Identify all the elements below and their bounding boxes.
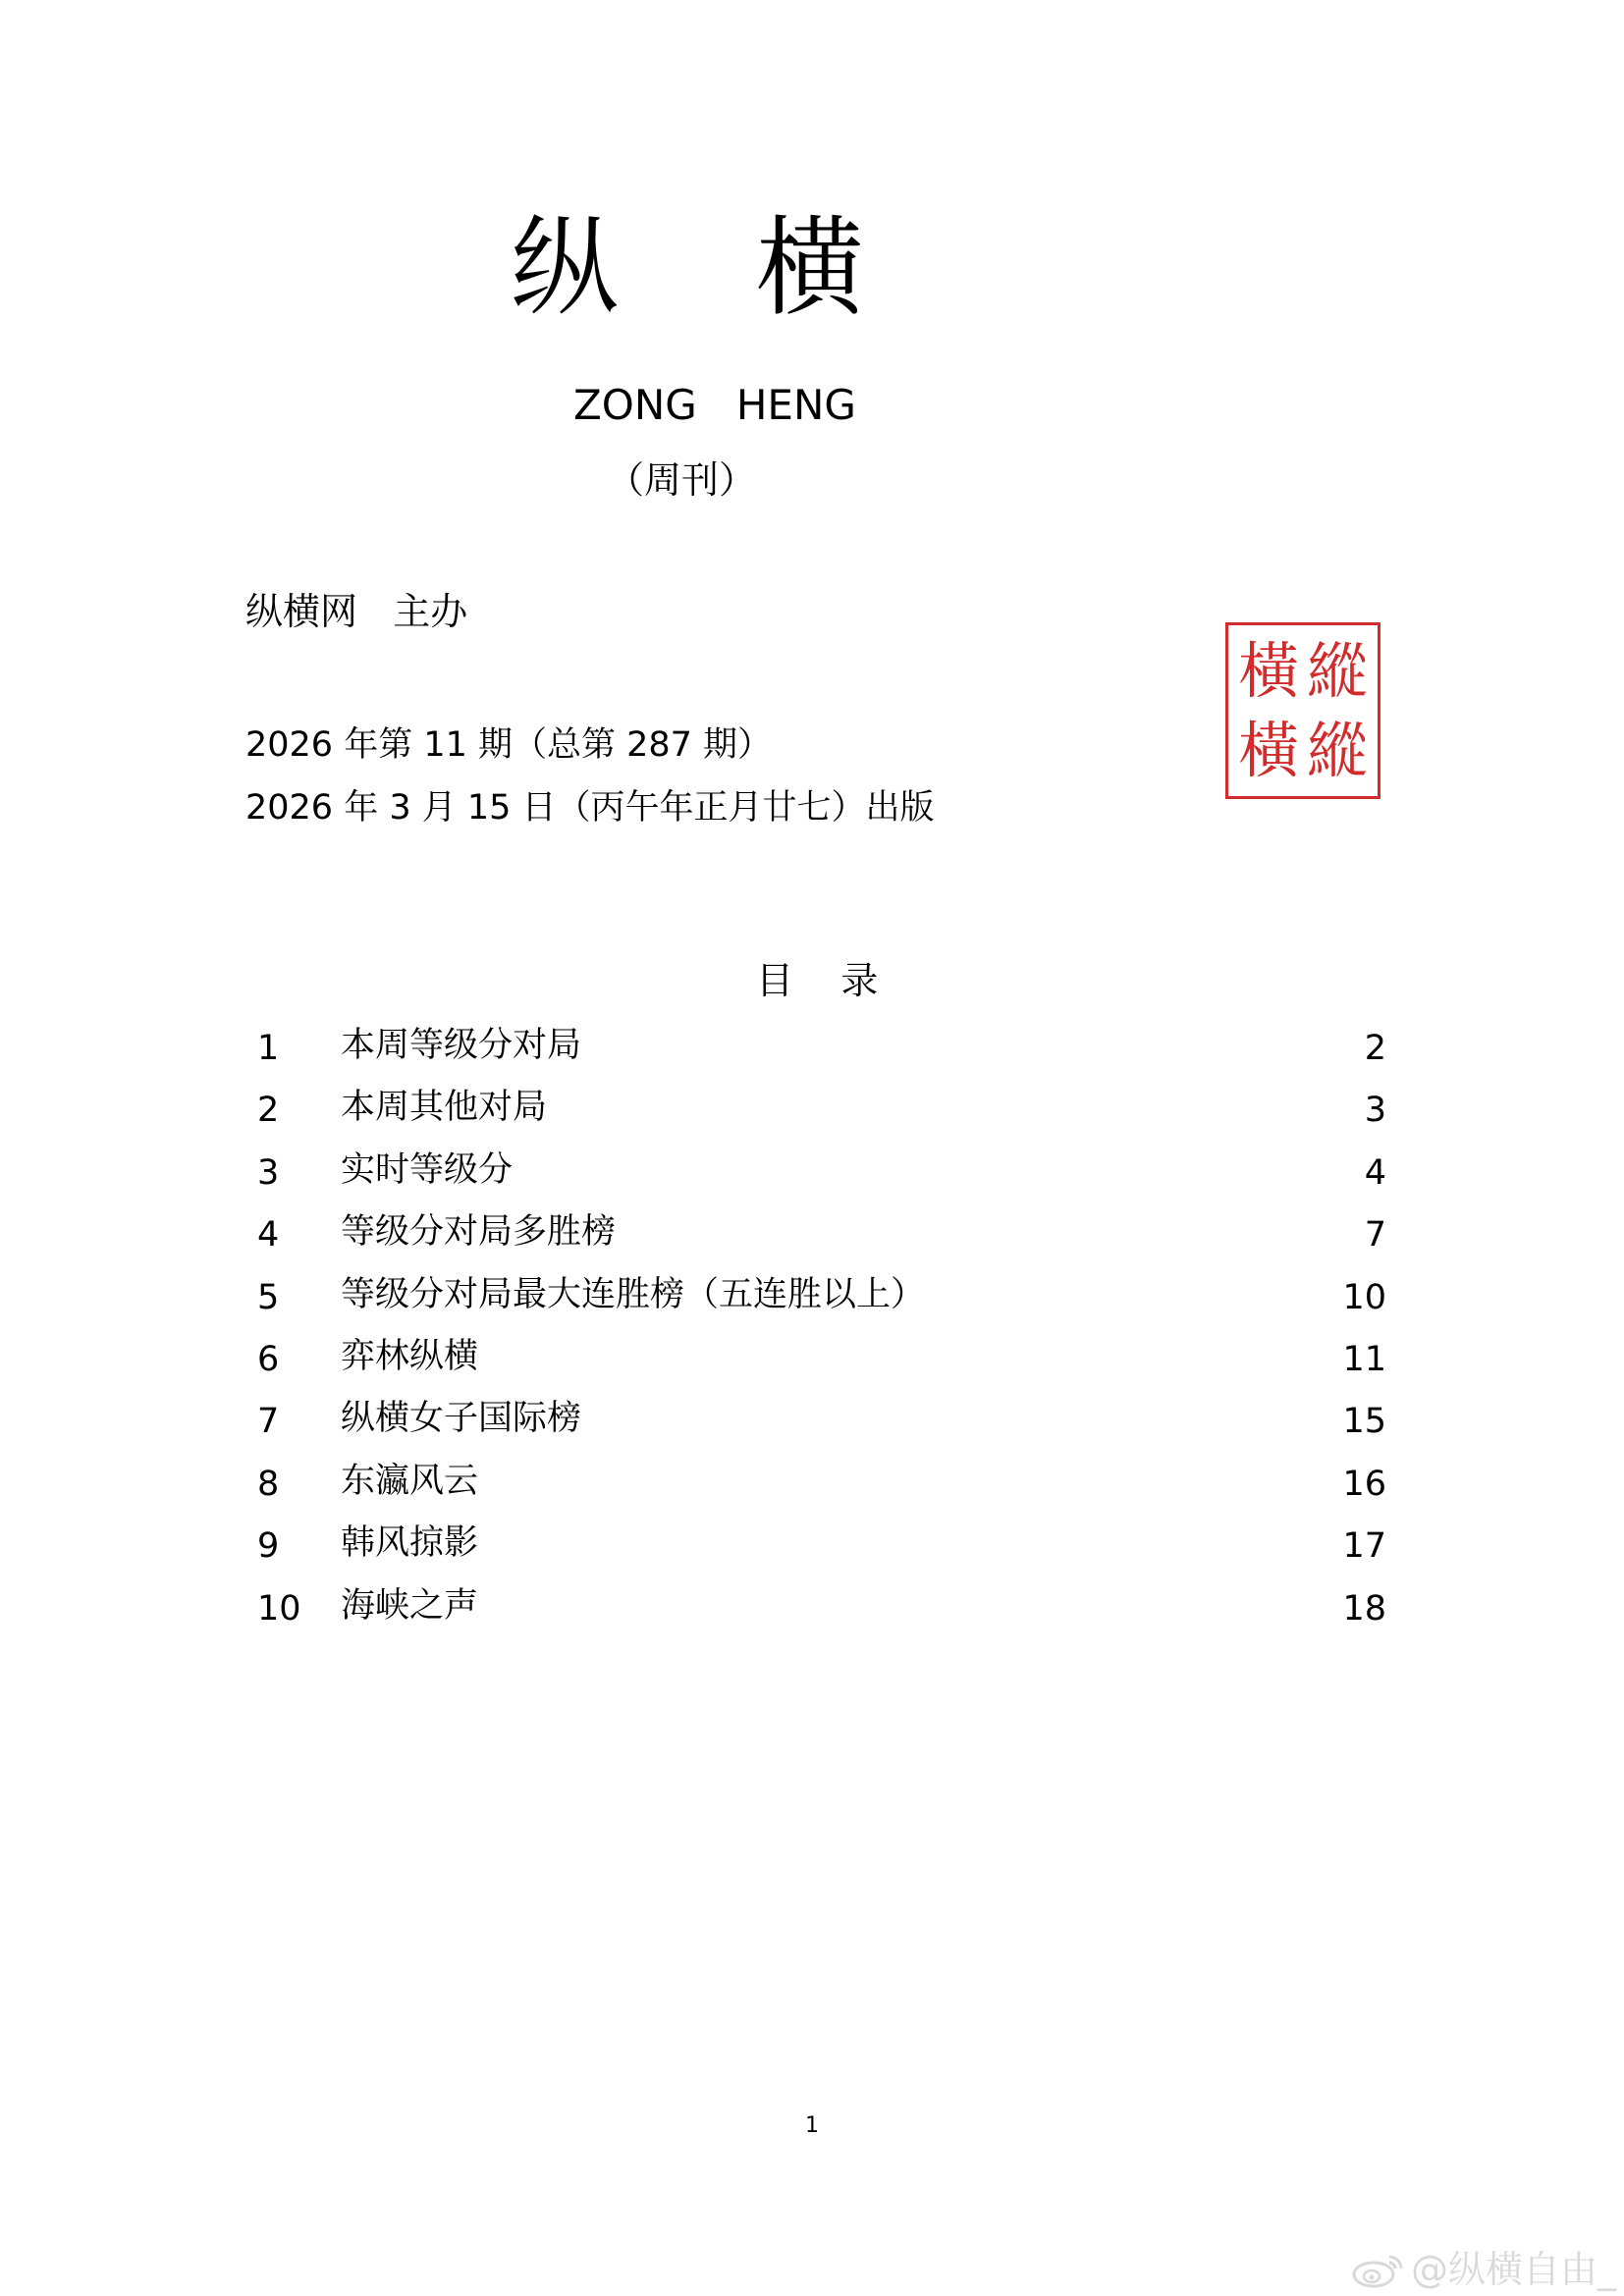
toc-item-number: 1 bbox=[257, 1029, 280, 1068]
toc-item-title: 韩风掠影 bbox=[341, 1523, 479, 1564]
toc-item-number: 8 bbox=[257, 1464, 280, 1504]
magazine-title-en: ZONG HENG bbox=[573, 381, 856, 429]
watermark bbox=[1350, 2248, 1616, 2291]
seal-char: 橫 bbox=[1237, 714, 1299, 786]
toc-item-number: 10 bbox=[257, 1588, 301, 1629]
toc-item-title: 纵横女子国际榜 bbox=[341, 1399, 582, 1439]
toc-item-page: 17 bbox=[1342, 1526, 1386, 1567]
toc-item[interactable] bbox=[257, 1148, 1386, 1210]
toc-item-title: 本周等级分对局 bbox=[341, 1026, 582, 1065]
magazine-subtitle: （周刊） bbox=[607, 458, 757, 502]
seal-char: 縱 bbox=[1306, 714, 1368, 786]
toc-item-title: 海峡之声 bbox=[341, 1585, 479, 1626]
toc-item-title: 等级分对局多胜榜 bbox=[341, 1212, 617, 1253]
toc-item[interactable] bbox=[257, 1584, 1386, 1646]
toc-item-number: 6 bbox=[257, 1339, 280, 1379]
sponsor-line: 纵横网 主办 bbox=[245, 590, 468, 633]
issue-number-line: 2026 年第 11 期（总第 287 期） bbox=[245, 725, 773, 765]
toc-item-number: 7 bbox=[257, 1402, 280, 1442]
table-of-contents bbox=[257, 1024, 1386, 1646]
toc-item-page: 16 bbox=[1342, 1464, 1386, 1504]
toc-item[interactable] bbox=[257, 1086, 1386, 1148]
toc-item-title: 本周其他对局 bbox=[341, 1088, 548, 1128]
toc-item[interactable] bbox=[257, 1397, 1386, 1459]
magazine-title-cn: 纵 横 bbox=[511, 205, 864, 331]
toc-item-page: 3 bbox=[1364, 1091, 1386, 1131]
toc-item-page: 7 bbox=[1364, 1215, 1386, 1255]
weibo-logo-icon bbox=[1350, 2251, 1405, 2288]
publication-date-line: 2026 年 3 月 15 日（丙午年正月廿七）出版 bbox=[245, 788, 935, 828]
toc-item-number: 5 bbox=[257, 1277, 280, 1317]
toc-item-number: 4 bbox=[257, 1215, 280, 1255]
toc-item-number: 2 bbox=[257, 1091, 280, 1131]
seal-char: 縱 bbox=[1306, 634, 1368, 707]
toc-item-title: 弈林纵横 bbox=[341, 1336, 479, 1376]
watermark-text: @纵横自由_ bbox=[1410, 2248, 1616, 2291]
toc-item[interactable] bbox=[257, 1024, 1386, 1086]
toc-item-page: 4 bbox=[1364, 1152, 1386, 1193]
toc-item-number: 9 bbox=[257, 1526, 280, 1567]
toc-item[interactable] bbox=[257, 1210, 1386, 1272]
toc-heading: 目 录 bbox=[756, 959, 879, 1002]
toc-item-page: 10 bbox=[1342, 1277, 1386, 1317]
toc-item-page: 2 bbox=[1364, 1029, 1386, 1068]
seal-char: 橫 bbox=[1237, 634, 1299, 707]
toc-item-page: 11 bbox=[1342, 1339, 1386, 1379]
toc-item[interactable] bbox=[257, 1522, 1386, 1583]
toc-item-title: 东瀛风云 bbox=[341, 1461, 479, 1501]
toc-item-title: 实时等级分 bbox=[341, 1149, 514, 1190]
toc-item-title: 等级分对局最大连胜榜（五连胜以上） bbox=[341, 1274, 926, 1314]
toc-item-number: 3 bbox=[257, 1152, 280, 1193]
toc-item[interactable] bbox=[257, 1460, 1386, 1522]
toc-item-page: 15 bbox=[1342, 1402, 1386, 1442]
toc-item[interactable] bbox=[257, 1335, 1386, 1397]
red-seal-stamp bbox=[1225, 622, 1380, 799]
toc-item-page: 18 bbox=[1342, 1588, 1386, 1629]
toc-item[interactable] bbox=[257, 1273, 1386, 1335]
page-number: 1 bbox=[805, 2113, 819, 2138]
